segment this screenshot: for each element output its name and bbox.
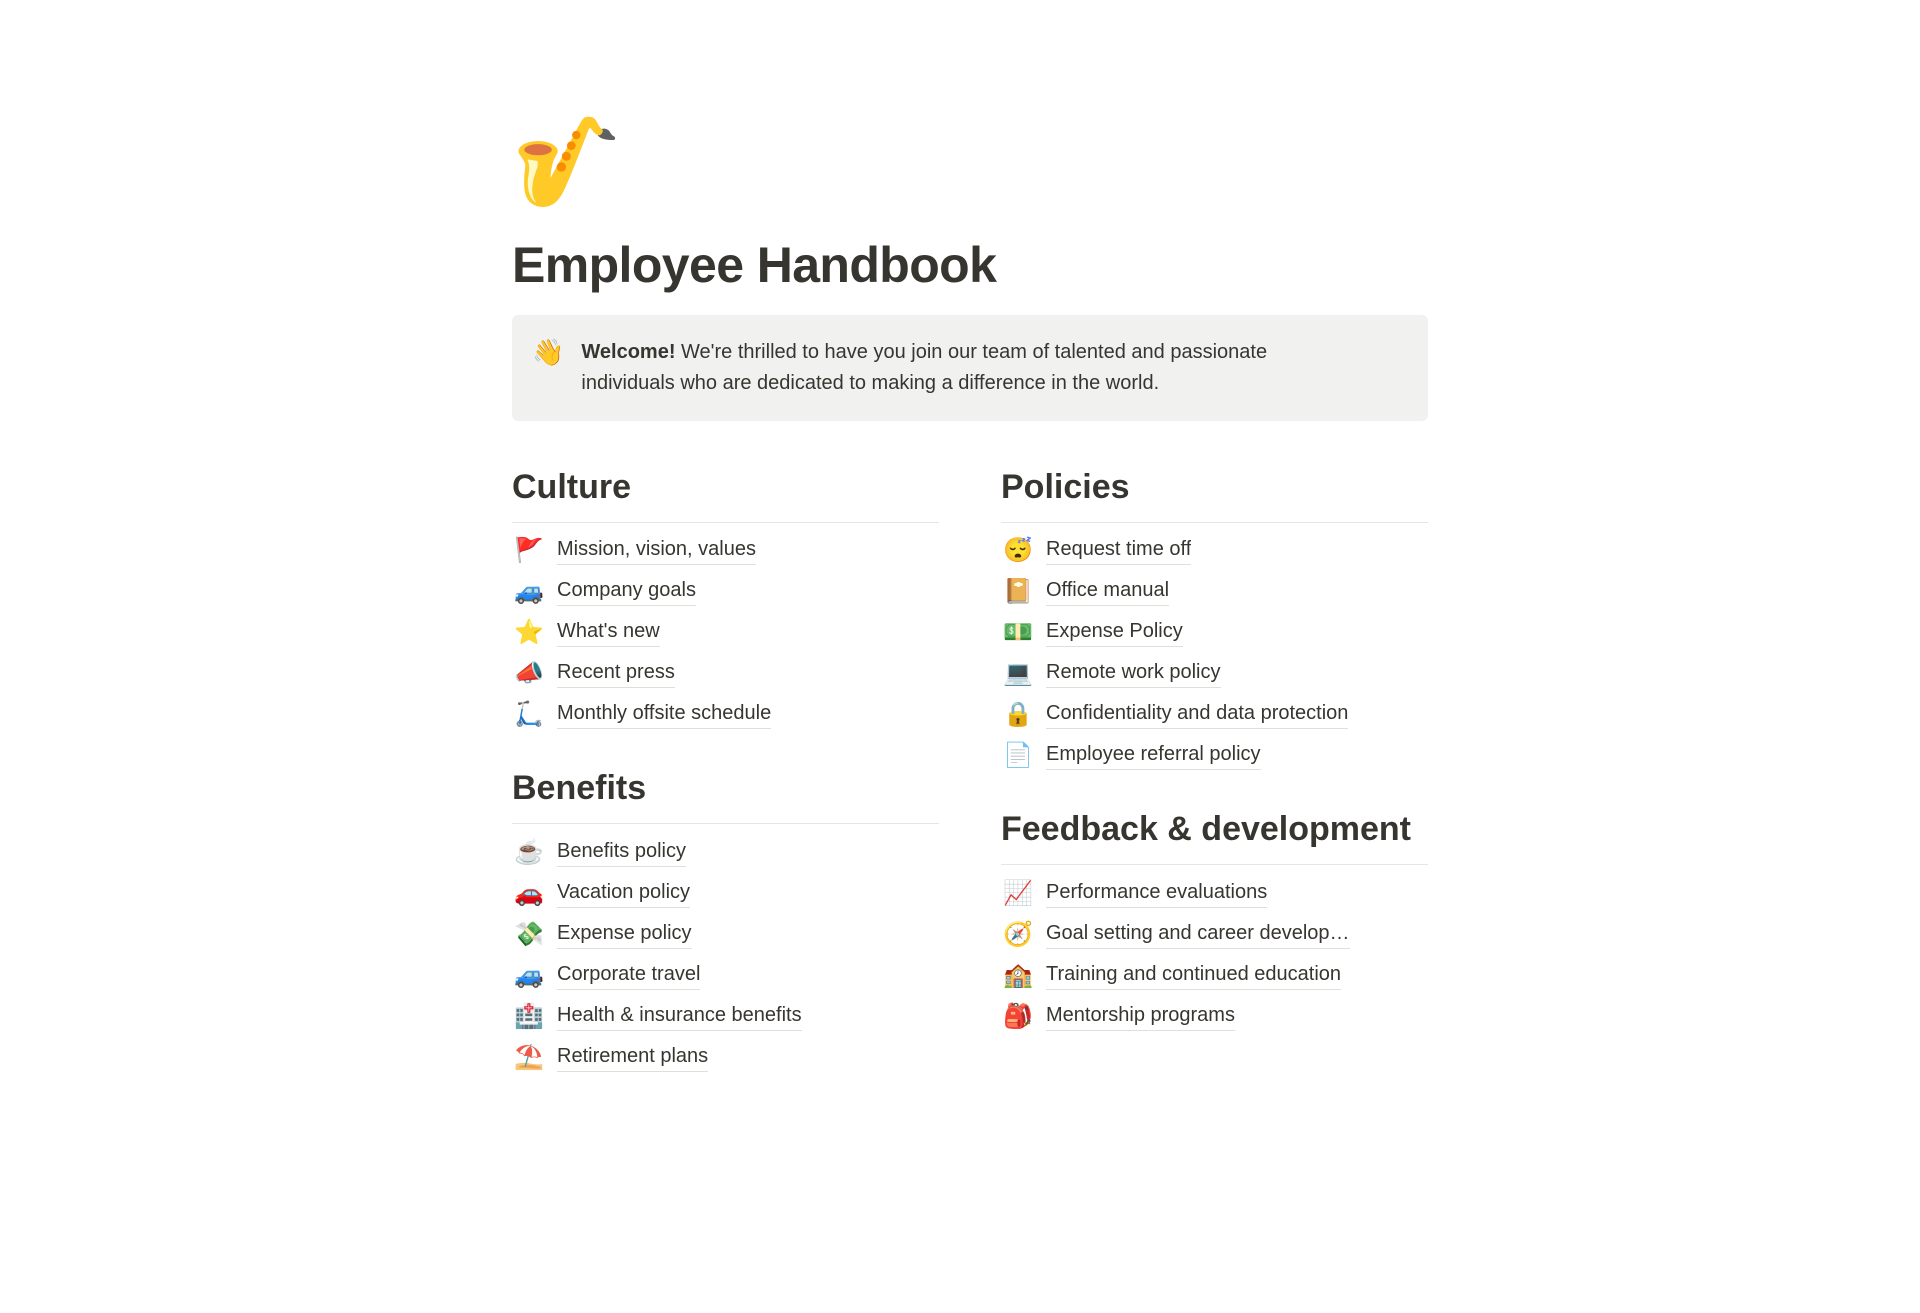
section-culture [512, 465, 939, 736]
page-link-label: Retirement plans [557, 1044, 708, 1072]
page-link-remote-work-policy[interactable] [1001, 654, 1428, 695]
welcome-callout-bold: Welcome! [581, 340, 676, 363]
page-link-office-manual[interactable] [1001, 572, 1428, 613]
page-link-request-time-off[interactable] [1001, 531, 1428, 572]
hospital-icon: 🏥 [514, 1002, 544, 1030]
page-link-monthly-offsite-schedule[interactable] [512, 695, 939, 736]
page-link-health-insurance-benefits[interactable] [512, 996, 939, 1037]
page-link-label: Recent press [557, 660, 675, 688]
page-link-what-s-new[interactable] [512, 613, 939, 654]
page-title[interactable]: Employee Handbook [512, 236, 997, 293]
page-link-label: Remote work policy [1046, 660, 1221, 688]
section-links [512, 832, 939, 1078]
page-link-training-and-continued-education[interactable] [1001, 955, 1428, 996]
megaphone-icon: 📣 [514, 660, 544, 688]
page-link-retirement-plans[interactable] [512, 1037, 939, 1078]
welcome-callout-text [581, 337, 1361, 399]
page-link-employee-referral-policy[interactable] [1001, 736, 1428, 777]
page-link-label: Vacation policy [557, 880, 690, 908]
column-right [1001, 465, 1428, 1078]
section-links [1001, 531, 1428, 777]
page-link-expense-policy[interactable] [1001, 613, 1428, 654]
page-link-label: Monthly offsite schedule [557, 701, 771, 729]
page-link-label: Expense Policy [1046, 619, 1183, 647]
blue-car-icon: 🚙 [514, 961, 544, 989]
column-left [512, 465, 939, 1078]
page-link-label: Health & insurance benefits [557, 1003, 802, 1031]
saxophone-page-icon[interactable]: 🎷 [512, 112, 622, 211]
page-link-mentorship-programs[interactable] [1001, 996, 1428, 1037]
backpack-icon: 🎒 [1003, 1002, 1033, 1030]
money-with-wings-icon: 💸 [514, 920, 544, 948]
welcome-callout[interactable] [512, 315, 1428, 421]
page-link-company-goals[interactable] [512, 572, 939, 613]
compass-icon: 🧭 [1003, 920, 1033, 948]
page-link-recent-press[interactable] [512, 654, 939, 695]
section-title-benefits: Benefits [512, 766, 939, 824]
blue-car-icon: 🚙 [514, 578, 544, 606]
star-icon: ⭐ [514, 619, 544, 647]
page-link-label: What's new [557, 619, 660, 647]
triangular-flag-icon: 🚩 [514, 537, 544, 565]
page-link-label: Mission, vision, values [557, 537, 756, 565]
chart-increasing-icon: 📈 [1003, 879, 1033, 907]
page-link-label: Confidentiality and data protection [1046, 701, 1348, 729]
section-title-culture: Culture [512, 465, 939, 523]
page-link-confidentiality-and-data-protection[interactable] [1001, 695, 1428, 736]
page-link-expense-policy[interactable] [512, 914, 939, 955]
page-link-label: Request time off [1046, 537, 1191, 565]
lock-icon: 🔒 [1003, 701, 1033, 729]
page-link-label: Expense policy [557, 921, 692, 949]
page-link-label: Office manual [1046, 578, 1169, 606]
page-link-label: Training and continued education [1046, 962, 1341, 990]
section-title-feedback-development: Feedback & development [1001, 807, 1428, 865]
section-links [1001, 873, 1428, 1037]
page-content [512, 114, 1428, 1078]
welcome-callout-body: We're thrilled to have you join our team of talented and passionate individuals who are dedicated to making a difference in the world. [581, 340, 1268, 394]
section-policies [1001, 465, 1428, 777]
school-icon: 🏫 [1003, 961, 1033, 989]
page-link-goal-setting-and-career-develop[interactable] [1001, 914, 1428, 955]
page-link-label: Company goals [557, 578, 696, 606]
page-link-mission-vision-values[interactable] [512, 531, 939, 572]
page-link-corporate-travel[interactable] [512, 955, 939, 996]
page-link-label: Performance evaluations [1046, 880, 1267, 908]
page-link-label: Mentorship programs [1046, 1003, 1235, 1031]
page-icon: 📄 [1003, 742, 1033, 770]
page-link-label: Corporate travel [557, 962, 700, 990]
section-feedback-development [1001, 807, 1428, 1037]
page-link-benefits-policy[interactable] [512, 832, 939, 873]
page-link-label: Employee referral policy [1046, 742, 1261, 770]
kick-scooter-icon: 🛴 [514, 701, 544, 729]
notebook-icon: 📔 [1003, 578, 1033, 606]
beach-umbrella-icon: ⛱️ [514, 1043, 544, 1071]
coffee-cup-icon: ☕ [514, 838, 544, 866]
dollar-banknote-icon: 💵 [1003, 619, 1033, 647]
section-benefits [512, 766, 939, 1078]
page-link-label: Benefits policy [557, 839, 686, 867]
page-link-performance-evaluations[interactable] [1001, 873, 1428, 914]
page-link-label: Goal setting and career develop… [1046, 921, 1350, 949]
section-links [512, 531, 939, 736]
section-title-policies: Policies [1001, 465, 1428, 523]
red-car-icon: 🚗 [514, 879, 544, 907]
page-link-vacation-policy[interactable] [512, 873, 939, 914]
laptop-icon: 💻 [1003, 660, 1033, 688]
link-columns [512, 465, 1428, 1078]
waving-hand-icon: 👋 [532, 336, 565, 367]
sleeping-face-icon: 😴 [1003, 537, 1033, 565]
